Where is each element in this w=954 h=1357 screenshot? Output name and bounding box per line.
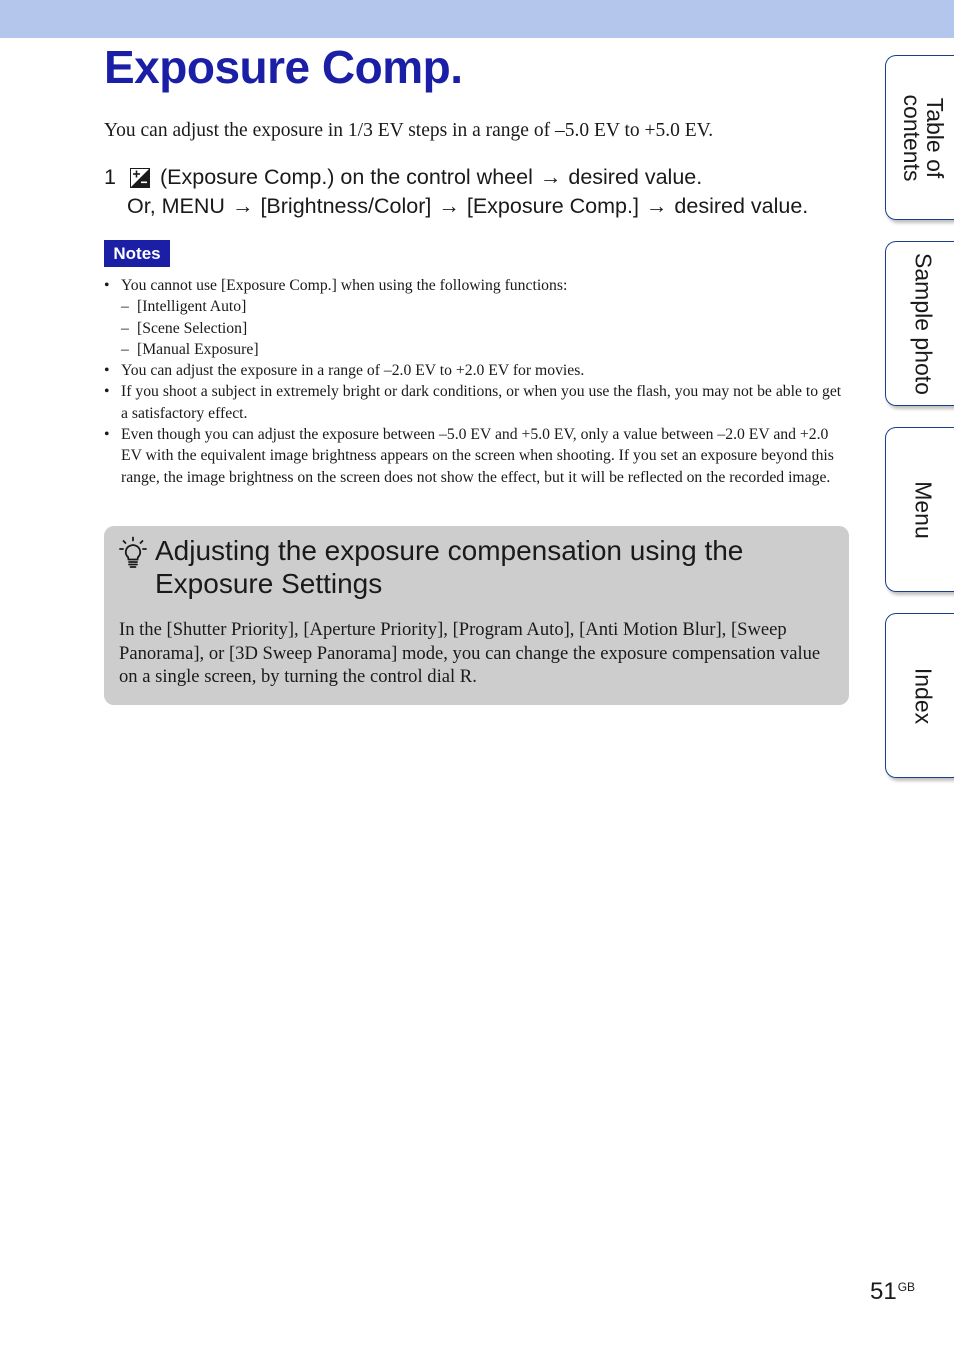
- tab-menu[interactable]: [885, 427, 954, 592]
- tab-table-of-contents[interactable]: [885, 55, 954, 220]
- step-number: 1: [104, 165, 116, 189]
- page-number-suffix: GB: [897, 1280, 916, 1294]
- notes-list: [104, 275, 844, 488]
- step-line-1: [104, 163, 808, 192]
- step-1: [104, 163, 808, 221]
- page-number-value: 51: [870, 1278, 897, 1305]
- step-part-menu: Or, MENU: [127, 194, 225, 218]
- bullet: •: [104, 383, 110, 401]
- page-title: Exposure Comp.: [104, 41, 463, 93]
- arrow-icon: →: [539, 165, 562, 189]
- note-item: [104, 275, 844, 296]
- note-sub-text: [Intelligent Auto]: [137, 298, 247, 316]
- step-part-value: desired value.: [674, 194, 809, 218]
- bullet: •: [104, 277, 110, 294]
- step-part-exposure: [Exposure Comp.]: [466, 194, 639, 218]
- hint-title: Adjusting the exposure compensation using the Exposure Settings: [155, 535, 744, 599]
- note-sub-text: [Manual Exposure]: [137, 340, 259, 358]
- step-line1-end: desired value.: [568, 165, 703, 189]
- notes-badge: Notes: [104, 240, 170, 267]
- intro-text: You can adjust the exposure in 1/3 EV steps in a range of –5.0 EV to +5.0 EV.: [104, 120, 714, 141]
- note-text: If you shoot a subject in extremely bright or dark conditions, or when you use the flash, you may not be able to get a satisfactory effect.: [121, 383, 842, 422]
- dash: –: [121, 298, 129, 316]
- step-line1-text: (Exposure Comp.) on the control wheel: [160, 165, 533, 189]
- tab-label-line2: contents: [899, 94, 925, 181]
- hint-body: In the [Shutter Priority], [Aperture Priority], [Program Auto], [Anti Motion Blur], [Sweep Panorama], or [3D Sweep Panorama] mode, you can change the exposure compensation value on a single screen, by turning the control dial R.: [119, 619, 821, 687]
- hint-box: [104, 526, 849, 705]
- bullet: •: [104, 426, 110, 444]
- note-text: You cannot use [Exposure Comp.] when using the following functions:: [121, 277, 568, 294]
- arrow-icon: →: [231, 194, 254, 218]
- tab-label: Index: [910, 667, 937, 724]
- note-sub-text: [Scene Selection]: [137, 319, 248, 337]
- exposure-comp-icon: [130, 168, 150, 188]
- note-sub-item: [104, 318, 844, 339]
- tab-label: Menu: [910, 480, 937, 539]
- top-color-band: [0, 0, 954, 38]
- bullet: •: [104, 362, 110, 380]
- tab-index[interactable]: [885, 613, 954, 778]
- dash: –: [121, 340, 129, 358]
- note-text: Even though you can adjust the exposure between –5.0 EV and +5.0 EV, only a value between –2.0 EV and +2.0 EV with the equivalent image brightness appears on the screen when shooting. If you set an exposure beyond this range, the image brightness on the screen does not show the effect, but it will be reflected on the recorded image.: [121, 426, 834, 486]
- dash: –: [121, 319, 129, 337]
- note-item: [104, 381, 844, 424]
- note-item: [104, 424, 844, 488]
- tab-label-line1: Table of: [922, 97, 948, 178]
- tab-label: Sample photo: [910, 252, 937, 395]
- lightbulb-icon: [118, 536, 148, 570]
- arrow-icon: →: [438, 194, 460, 218]
- note-text: You can adjust the exposure in a range of –2.0 EV to +2.0 EV for movies.: [121, 362, 585, 380]
- tab-label: [900, 94, 946, 181]
- step-line-2: [104, 192, 808, 221]
- tab-sample-photo[interactable]: [885, 241, 954, 406]
- note-sub-item: [104, 296, 844, 317]
- note-item: [104, 360, 844, 381]
- page-number: [870, 1278, 915, 1306]
- step-part-brightness: [Brightness/Color]: [260, 194, 432, 218]
- note-sub-item: [104, 339, 844, 360]
- arrow-icon: →: [645, 194, 668, 218]
